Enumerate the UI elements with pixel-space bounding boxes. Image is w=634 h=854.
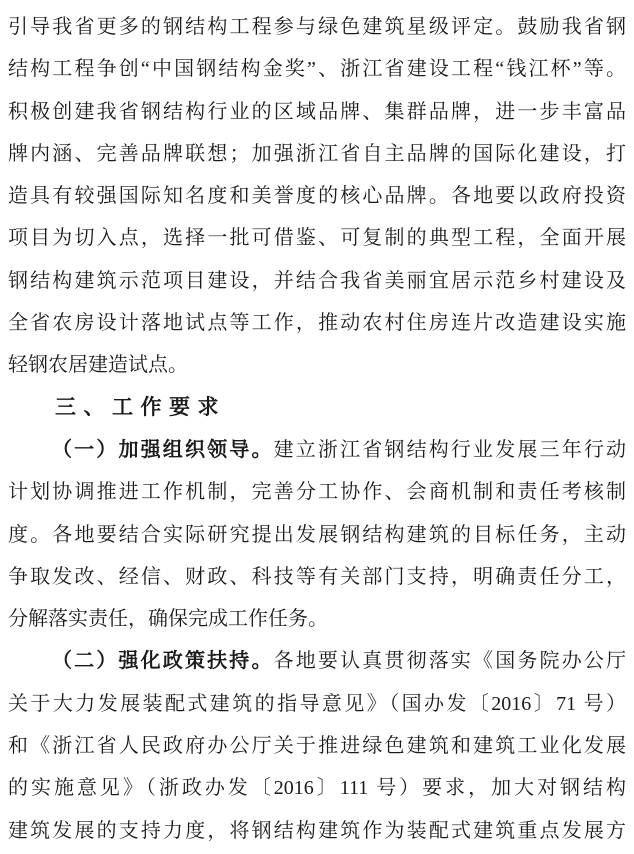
text-line: 项目为切入点，选择一批可借鉴、可复制的典型工程，全面开展	[8, 227, 626, 250]
text-line: 结构工程争创“中国钢结构金奖”、浙江省建设工程“钱江杯”等。	[8, 58, 626, 81]
text-line: 和《浙江省人民政府办公厅关于推进绿色建筑和建筑工业化发展	[8, 735, 626, 758]
text-line: 关于大力发展装配式建筑的指导意见》（国办发〔2016〕71 号）	[8, 692, 626, 715]
text-line: 建筑发展的支持力度，将钢结构建筑作为装配式建筑重点发展方	[8, 819, 626, 842]
paragraph-start-line	[8, 429, 626, 471]
text-line: 计划协调推进工作机制，完善分工协作、会商机制和责任考核制	[8, 481, 626, 504]
paragraph-start-line	[8, 640, 626, 682]
paragraph-end-line: 分解落实责任，确保完成工作任务。	[8, 608, 328, 631]
text-line: 造具有较强国际知名度和美誉度的核心品牌。各地要以政府投资	[8, 185, 626, 208]
text-line: 钢结构建筑示范项目建设，并结合我省美丽宜居示范乡村建设及	[8, 269, 626, 292]
text-line: 的实施意见》（浙政办发〔2016〕111 号）要求，加大对钢结构	[8, 777, 626, 800]
text-line: 度。各地要结合实际研究提出发展钢结构建筑的目标任务，主动	[8, 523, 626, 546]
text-line: 积极创建我省钢结构行业的区域品牌、集群品牌，进一步丰富品	[8, 100, 626, 123]
clause-title: （二）强化政策扶持。	[52, 650, 274, 673]
text-line: 争取发改、经信、财政、科技等有关部门支持，明确责任分工，	[8, 565, 626, 588]
text-line: 牌内涵、完善品牌联想；加强浙江省自主品牌的国际化建设，打	[8, 142, 626, 165]
text-line: 引导我省更多的钢结构工程参与绿色建筑星级评定。鼓励我省钢	[8, 16, 626, 38]
clause-text: 各地要认真贯彻落实《国务院办公厅	[273, 650, 626, 673]
section-heading: 三、工作要求	[55, 395, 226, 419]
clause-title: （一）加强组织领导。	[52, 438, 274, 461]
paragraph-end-line: 轻钢农居建造试点。	[8, 354, 188, 377]
text-line: 全省农房设计落地试点等工作，推动农村住房连片改造建设实施	[8, 312, 626, 335]
clause-text: 建立浙江省钢结构行业发展三年行动	[273, 438, 626, 461]
